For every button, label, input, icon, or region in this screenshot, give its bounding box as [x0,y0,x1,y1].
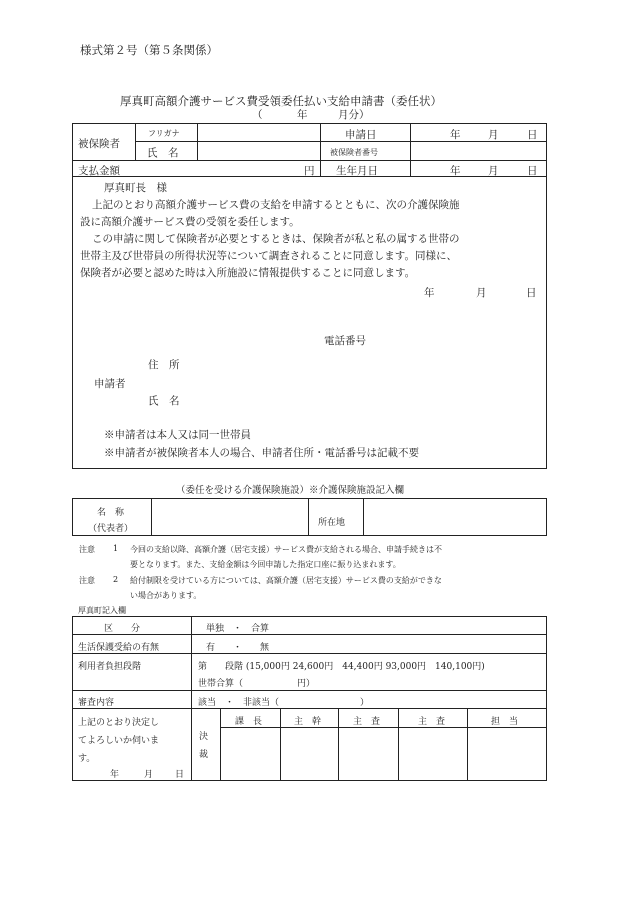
application-day: 日 [527,129,538,141]
approver-header: 主 査 [418,717,446,727]
year-mark: 年 [297,109,308,121]
decision-month: 月 [144,770,154,780]
note-text: 今回の支給以降、高額介護（居宅支援）サービス費が支給される場合、申請手続きは不 [130,545,442,554]
town-row-label: 生活保護受給の有無 [78,643,160,653]
facility-rep-label: （代表者） [88,524,134,534]
insured-label: 被保険者 [78,138,120,150]
applicant-note2: ※申請者が被保険者本人の場合、申請者住所・電話番号は記載不要 [104,447,419,459]
approval-label: 裁 [199,750,209,760]
decision-text: 上記のとおり決定し [78,718,160,728]
note-label: 注意 [79,545,95,554]
request-year: 年 [424,287,435,299]
form-title: 厚真町高額介護サービス費受領委任払い支給申請書（委任状） [120,94,442,108]
payment-amount-field[interactable] [136,161,296,175]
insured-number-field[interactable] [411,143,545,159]
decision-text: す。 [78,754,96,764]
payment-yen: 円 [304,165,315,177]
note-label: 注意 [79,576,95,585]
facility-name-label: 名 称 [97,508,125,518]
para1-line1: 上記のとおり高額介護サービス費の支給を申請するとともに、次の介護保険施 [92,199,460,211]
town-row-label: 審査内容 [78,698,115,708]
application-year: 年 [450,129,461,141]
form-number: 様式第２号（第５条関係） [80,43,218,57]
town-row-value2: 世帯合算（ 円） [198,679,316,689]
facility-location-field[interactable] [364,499,545,534]
birth-day: 日 [527,165,538,177]
application-date-label: 申請日 [345,129,377,141]
insured-number-label: 被保険者番号 [330,148,378,157]
para2-line2: 世帯主及び世帯員の所得状況等について調査されることに同意します。同様に、 [80,250,457,262]
town-row-value: 有 ・ 無 [206,643,270,653]
applicant-note1: ※申請者は本人又は同一世帯員 [104,429,251,441]
applicant-label: 申請者 [94,378,126,390]
request-day: 日 [526,287,537,299]
application-month: 月 [488,129,499,141]
birth-month: 月 [488,165,499,177]
approver-header: 主 査 [353,717,381,727]
approver-header: 課 長 [235,717,263,727]
furigana-label: フリガナ [148,129,180,138]
facility-location-label: 所在地 [318,518,346,528]
facility-heading: （委任を受ける介護保険施設）※介護保険施設記入欄 [176,485,405,496]
para2-line3: 保険者が必要と認めた時は入所施設に情報提供することに同意します。 [80,267,416,279]
year-open: （ [252,109,263,121]
applicant-name-label: 氏 名 [148,395,180,407]
town-row-value: 第 段階 (15,000円 24,600円 44,400円 93,000円 140,100円) [198,662,485,672]
payment-label: 支払金額 [78,165,120,177]
para1-line2: 設に高額介護サービス費の受領を委任します。 [80,216,300,228]
approver-header: 担 当 [491,717,519,727]
decision-text: てよろしいか伺いま [78,736,160,746]
town-row-label: 利用者負担段階 [78,662,142,672]
approver-header: 主 幹 [294,717,322,727]
name-field[interactable] [198,143,319,159]
note-text: い場合があります。 [130,591,202,600]
note-text: 給付制限を受けている方については、高額介護（居宅支援）サービス費の支給ができな [130,576,442,585]
name-label: 氏 名 [147,147,179,159]
birth-year: 年 [450,165,461,177]
request-month: 月 [476,287,487,299]
note-number: 1 [113,544,119,553]
decision-year: 年 [110,770,120,780]
addressee: 厚真町長 様 [104,182,167,194]
town-row-value: 該当 ・ 非該当（ ） [198,698,370,708]
furigana-field[interactable] [198,125,319,140]
town-row-value: 単独 ・ 合算 [206,624,270,634]
note-number: 2 [113,575,119,584]
note-text: 要となります。また、支給金額は今回申請した指定口座に振り込まれます。 [130,560,401,569]
birthdate-label: 生年月日 [336,165,378,177]
town-row-label: 区 分 [104,624,141,634]
address-label: 住 所 [148,359,180,371]
month-close: 月分） [338,109,370,121]
para2-line1: この申請に関して保険者が必要とするときは、保険者が私と私の属する世帯の [92,233,460,245]
approval-label: 決 [199,732,209,742]
phone-label: 電話番号 [324,335,366,347]
decision-day: 日 [175,770,185,780]
facility-name-field[interactable] [152,499,307,534]
town-heading: 厚真町記入欄 [78,606,126,615]
